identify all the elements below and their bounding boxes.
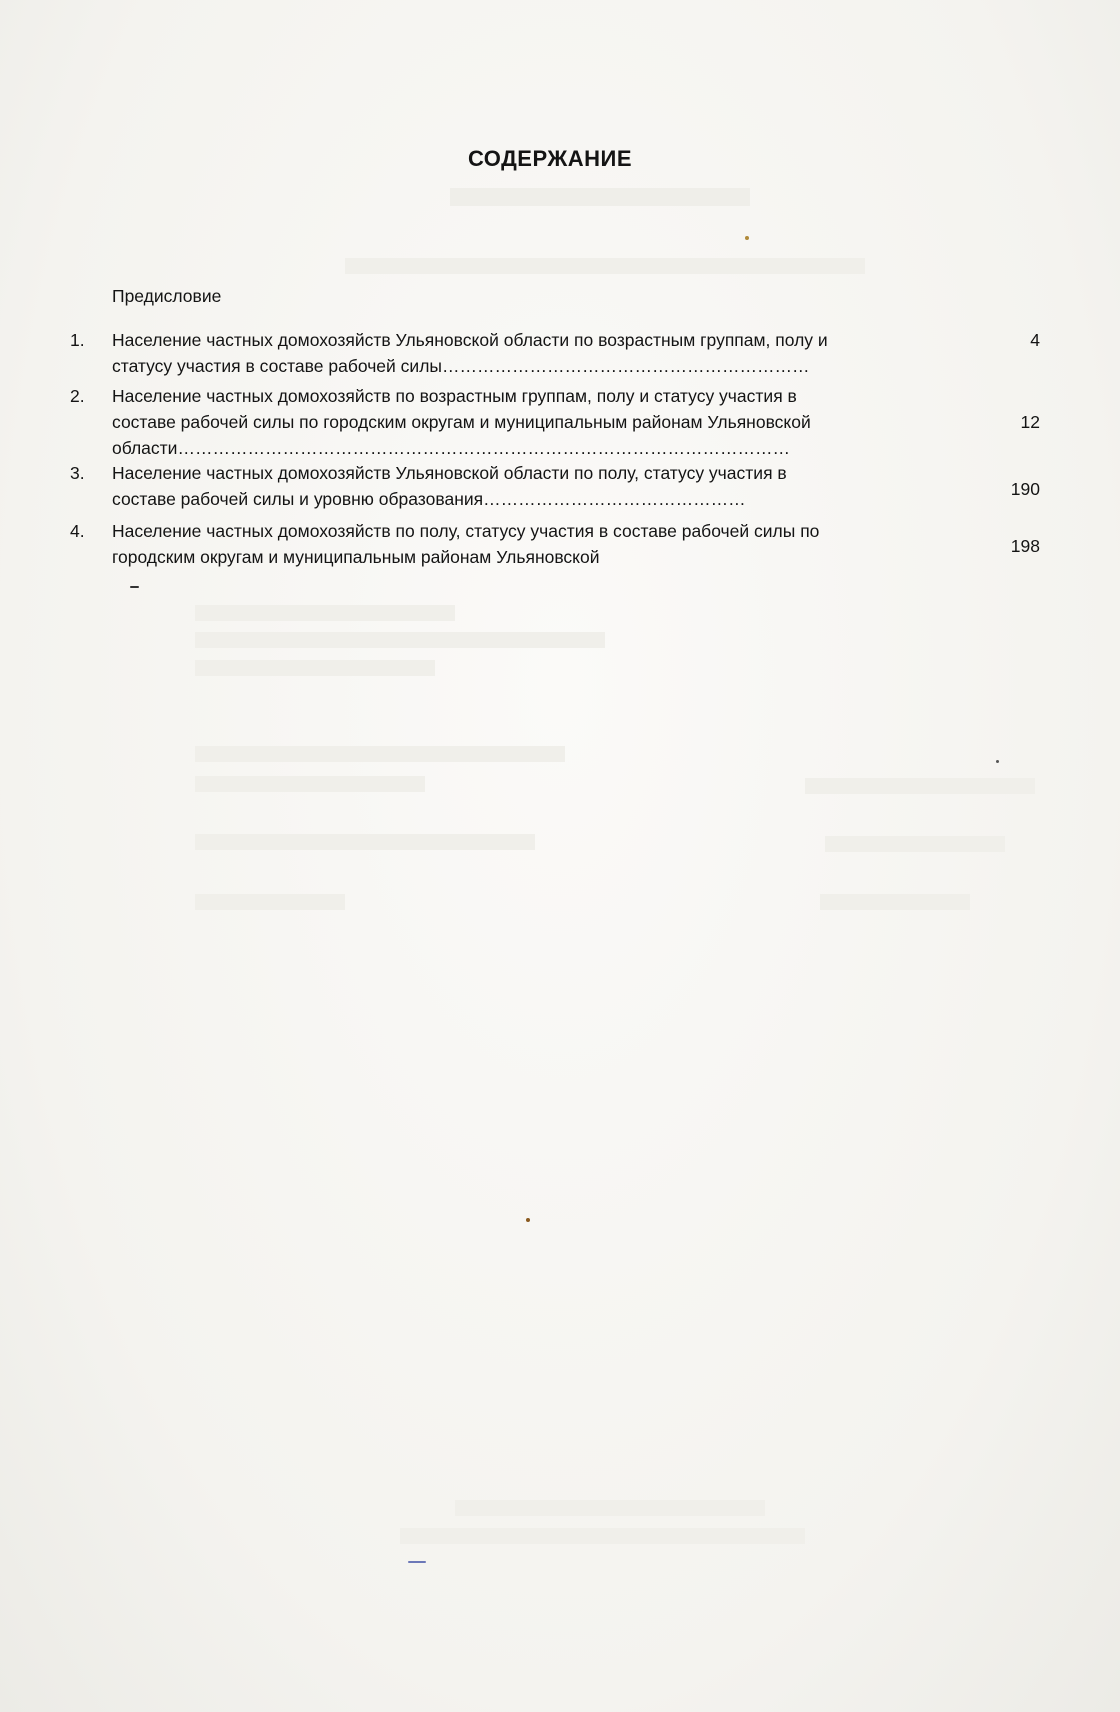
bleed-through-block [195,746,565,762]
toc-entry-line: городским округам и муниципальным районам Ульяновской [112,547,600,567]
bleed-through-block [195,605,455,621]
toc-entry-line: составе рабочей силы и уровню образования……………………………………… [112,489,746,509]
toc-entry-line: области…………………………………………………………………………………………… [112,438,790,458]
paper-speck [408,1561,426,1563]
toc-preface: Предисловие [112,286,222,306]
toc-entry-page: 12 [1020,412,1040,432]
toc-entry-title [112,518,982,570]
toc-entry-title [112,460,982,512]
toc-entry-line: Население частных домохозяйств Ульяновской области по полу, статусу участия в [112,463,787,483]
toc-entry-page: 190 [1010,479,1040,499]
bleed-through-block [195,894,345,910]
toc-entry-page: 4 [1030,330,1040,350]
bleed-through-block [345,258,865,274]
bleed-through-block [195,632,605,648]
bleed-through-block [400,1528,805,1544]
toc-entry-page: 198 [1010,536,1040,556]
bleed-through-block [455,1500,765,1516]
bleed-through-block [450,188,750,206]
bleed-through-block [195,834,535,850]
paper-speck [130,586,139,588]
toc-entry-title [112,327,982,379]
toc-entry-line: Население частных домохозяйств по полу, статусу участия в составе рабочей силы по [112,521,820,541]
bleed-through-block [820,894,970,910]
toc-entry-title [112,383,982,461]
toc-entry-number: 1. [70,330,85,350]
page-title: СОДЕРЖАНИЕ [467,146,633,171]
bleed-through-block [195,660,435,676]
bleed-through-block [825,836,1005,852]
toc-entry-line: составе рабочей силы по городским округам и муниципальным районам Ульяновской [112,412,811,432]
bleed-through-block [805,778,1035,794]
bleed-through-block [195,776,425,792]
paper-speck [996,760,999,763]
toc-entry-number: 2. [70,386,85,406]
toc-entry-number: 3. [70,463,85,483]
toc-entry-line: Население частных домохозяйств Ульяновской области по возрастным группам, полу и [112,330,828,350]
toc-entry-line: Население частных домохозяйств по возрастным группам, полу и статусу участия в [112,386,797,406]
toc-entry-line: статусу участия в составе рабочей силы……………………………………………………… [112,356,810,376]
paper-speck [745,236,749,240]
toc-entry-number: 4. [70,521,85,541]
paper-speck [526,1218,530,1222]
